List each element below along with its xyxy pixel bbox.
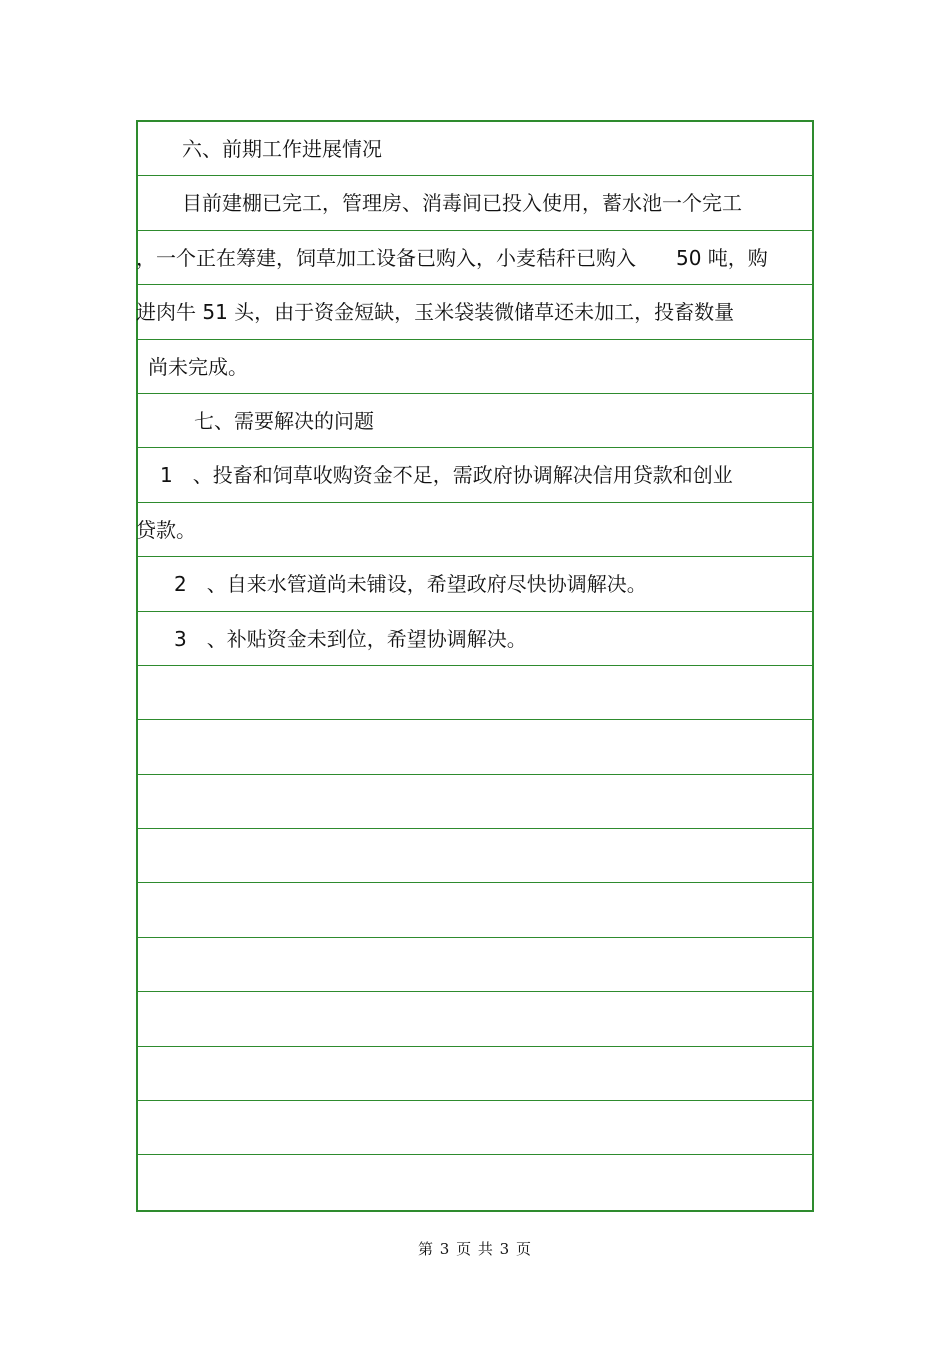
form-row	[138, 503, 812, 557]
form-row	[138, 340, 812, 394]
body-text-line: 贷款。	[136, 517, 196, 542]
form-row-empty	[138, 720, 812, 774]
form-row	[138, 448, 812, 502]
form-row	[138, 285, 812, 339]
form-row	[138, 612, 812, 666]
form-row-empty	[138, 883, 812, 937]
form-row	[138, 122, 812, 176]
form-row-empty	[138, 775, 812, 829]
form-row-empty	[138, 938, 812, 992]
form-row	[138, 231, 812, 285]
body-text-line: 进肉牛 51 头，由于资金短缺，玉米袋装微储草还未加工，投畜数量	[136, 300, 735, 325]
issue-item: 2 、自来水管道尚未铺设，希望政府尽快协调解决。	[174, 572, 647, 597]
issue-item: 1 、投畜和饲草收购资金不足，需政府协调解决信用贷款和创业	[160, 463, 733, 488]
ruled-lined-form	[136, 120, 814, 1212]
body-text-line: 目前建棚已完工，管理房、消毒间已投入使用，蓄水池一个完工	[182, 191, 742, 216]
form-row-empty	[138, 1101, 812, 1155]
issue-item: 3 、补贴资金未到位，希望协调解决。	[174, 626, 527, 651]
form-row-empty	[138, 829, 812, 883]
form-row-empty	[138, 1047, 812, 1101]
form-row	[138, 394, 812, 448]
form-row-empty	[138, 992, 812, 1046]
form-row	[138, 176, 812, 230]
form-row-empty	[138, 1155, 812, 1209]
section-heading-progress: 六、前期工作进展情况	[182, 137, 382, 161]
page-number-footer: 第 3 页 共 3 页	[418, 1240, 532, 1258]
body-text-line: 尚未完成。	[148, 354, 248, 379]
form-row-empty	[138, 666, 812, 720]
section-heading-issues: 七、需要解决的问题	[194, 408, 374, 433]
form-row	[138, 557, 812, 611]
body-text-line: ，一个正在筹建，饲草加工设备已购入，小麦秸秆已购入 50 吨，购	[136, 245, 768, 270]
